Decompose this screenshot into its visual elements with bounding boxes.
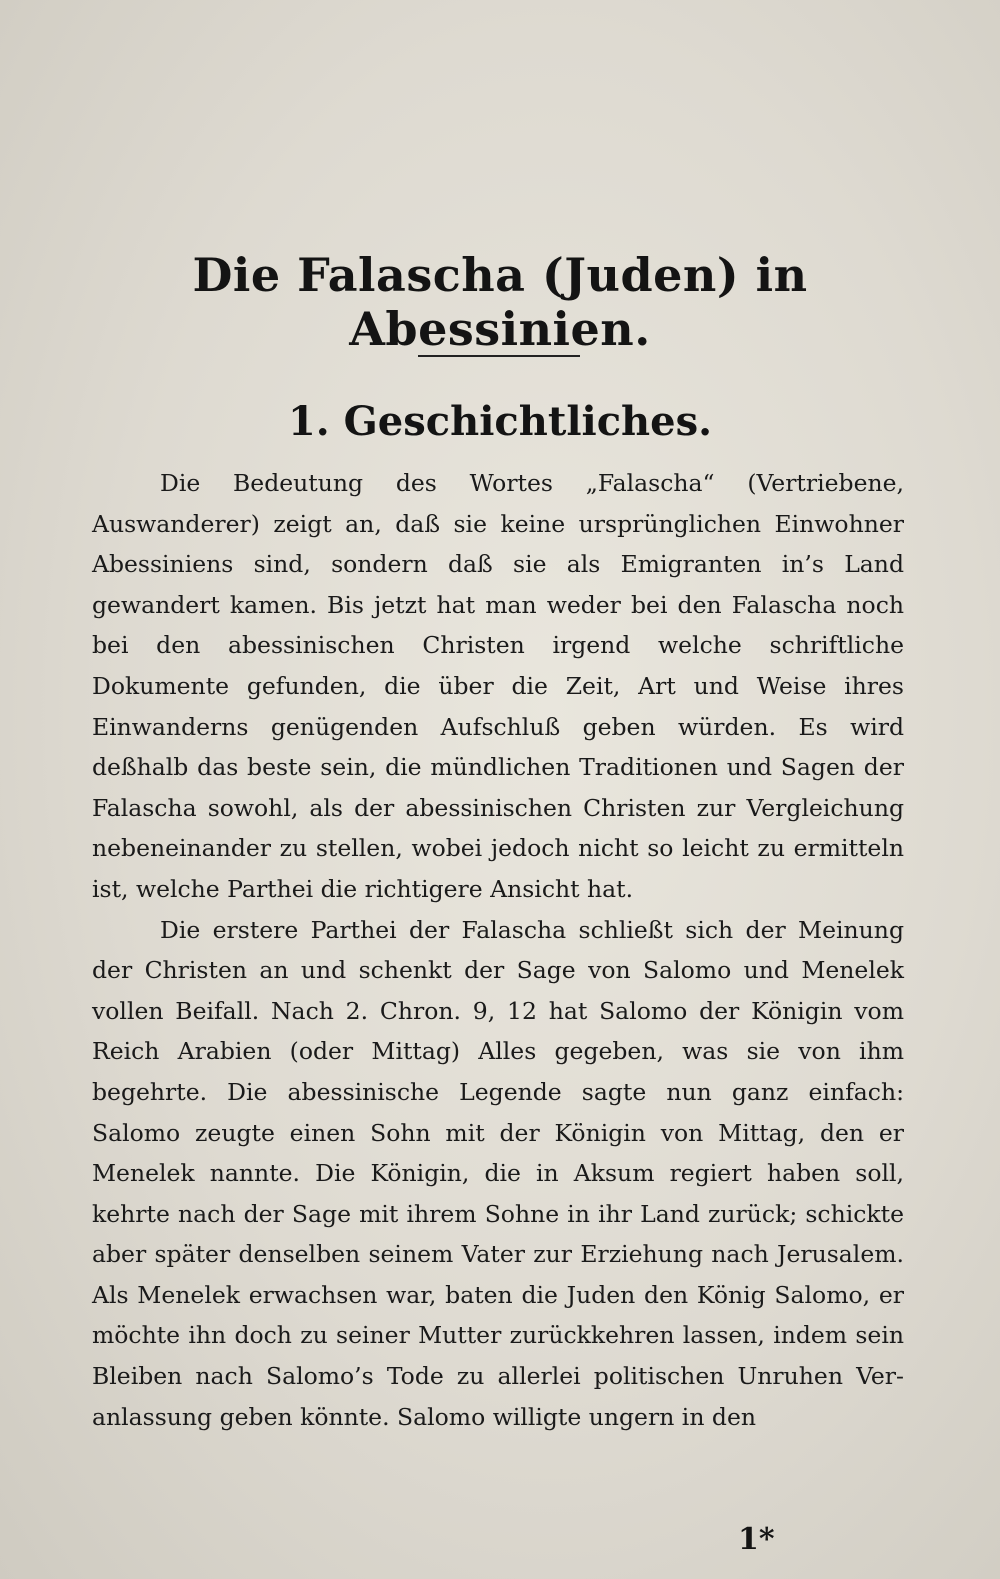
title-divider: [418, 355, 580, 357]
paragraph-2: Die erstere Parthei der Falascha schließt sich der Meinung der Christen an und schenkt der Sage von Salomo und Menelek vollen Beifall. Nach 2. Chron. 9, 12 hat Salomo der Königin vom Reich Arabien (oder Mittag) Alles gegeben, was sie von ihm begehrte. Die abessinische Legende sagte nun ganz einfach: Salomo zeugte einen Sohn mit der Königin von Mittag, den er Menelek nannte. Die Königin, die in Aksum regiert haben soll, kehrte nach der Sage mit ihrem Sohne in ihr Land zurück; schickte aber später denselben seinem Vater zur Erziehung nach Jerusalem. Als Menelek erwachsen war, baten die Juden den König Salomo, er möchte ihn doch zu seiner Mutter zurückkehren lassen, indem sein Bleiben nach Salomo’s Tode zu allerlei politischen Unruhen Veranlassung geben könnte. Salomo willigte ungern in den: [92, 915, 904, 1431]
body-text: [92, 463, 904, 1437]
signature-mark: 1*: [738, 1522, 775, 1557]
page-title: Die Falascha (Juden) in Abessinien.: [192, 248, 808, 356]
paragraph-1: Die Bedeutung des Wortes „Falascha“ (Vertriebene, Auswanderer) zeigt an, daß sie keine ursprünglichen Einwohner Abessiniens sind, sondern daß sie als Emigranten in’s Land gewandert kamen. Bis jetzt hat man weder bei den Falascha noch bei den abessinischen Christen irgend welche schriftliche Dokumente gefunden, die über die Zeit, Art und Weise ihres Einwanderns genügenden Aufschluß geben würden. Es wird deßhalb das beste sein, die mündlichen Traditionen und Sagen der Falascha sowohl, als der abessinischen Christen zur Vergleichung nebeneinander zu stellen, wobei jedoch nicht so leicht zu ermitteln ist, welche Parthei die richtigere Ansicht hat.: [92, 469, 904, 903]
section-heading: 1. Geschichtliches.: [287, 398, 713, 445]
